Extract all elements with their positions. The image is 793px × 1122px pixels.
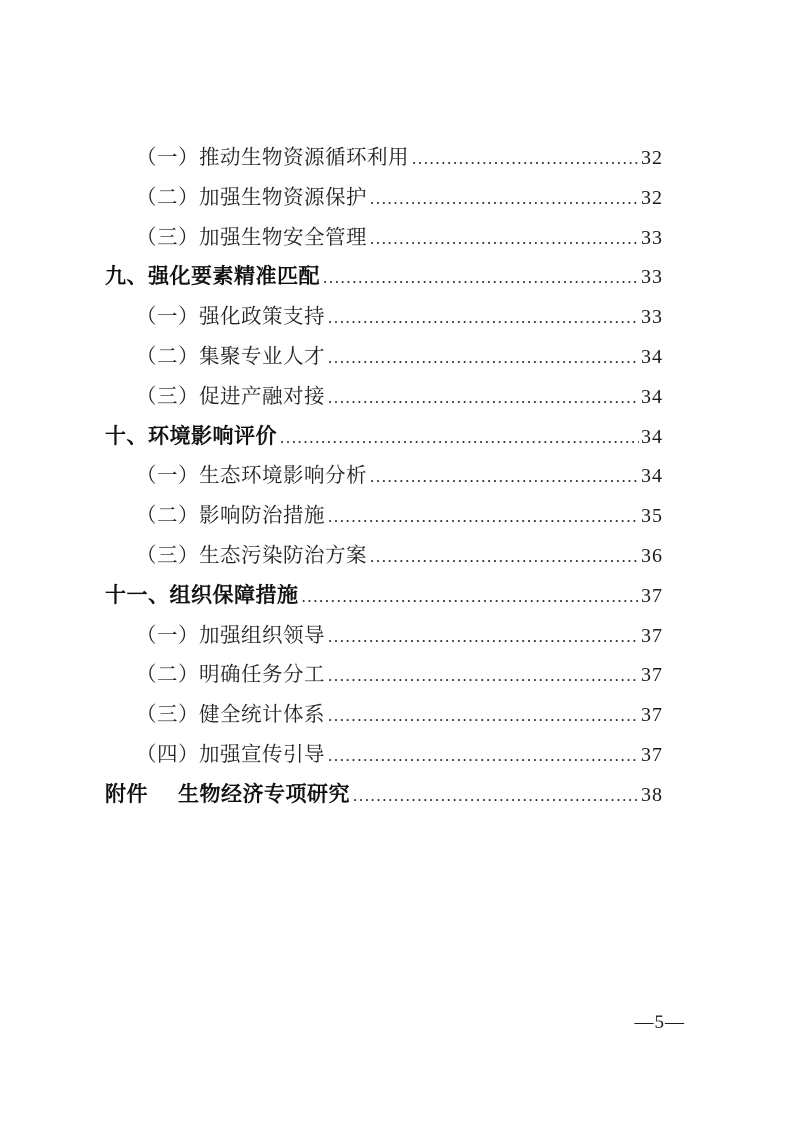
toc-entry xyxy=(105,536,663,576)
toc-entry-label: （三）促进产融对接 xyxy=(136,383,325,408)
toc-entry-label: （二）加强生物资源保护 xyxy=(136,184,367,209)
toc-entry-page: 36 xyxy=(641,544,663,567)
toc-entry-label: （三）加强生物安全管理 xyxy=(136,224,367,249)
toc-entry-page: 37 xyxy=(641,584,663,607)
toc-dot-leader xyxy=(302,577,640,617)
toc-entry-page: 32 xyxy=(641,186,663,209)
toc-entry-label: 十、环境影响评价 xyxy=(105,424,277,448)
toc-entry-page: 37 xyxy=(641,704,663,727)
toc-entry xyxy=(105,695,663,735)
toc-dot-leader xyxy=(328,617,639,657)
toc-dot-leader xyxy=(328,656,639,696)
toc-entry-label: （三）健全统计体系 xyxy=(136,702,325,727)
toc-entry xyxy=(105,616,663,656)
toc-entry-sublabel: 生物经济专项研究 xyxy=(178,782,350,806)
toc-dot-leader xyxy=(412,139,639,179)
toc-entry xyxy=(105,456,663,496)
toc-entry-label: （二）影响防治措施 xyxy=(136,503,325,528)
toc-entry-page: 33 xyxy=(641,306,663,329)
toc-entry xyxy=(105,138,663,178)
toc-entry xyxy=(105,178,663,218)
toc-entry xyxy=(105,218,663,258)
toc-dot-leader xyxy=(370,537,639,577)
toc-entry xyxy=(105,337,663,377)
toc-entry-label: （三）生态污染防治方案 xyxy=(136,542,367,567)
toc-dot-leader xyxy=(328,298,639,338)
toc xyxy=(105,138,663,815)
toc-entry xyxy=(105,655,663,695)
toc-entry-label: （一）推动生物资源循环利用 xyxy=(136,145,409,169)
toc-entry-page: 37 xyxy=(641,624,663,647)
toc-entry-page: 38 xyxy=(641,783,663,806)
toc-entry-page: 34 xyxy=(641,385,663,408)
toc-entry-label: 附件 xyxy=(105,782,148,806)
toc-entry-label: （一）加强组织领导 xyxy=(136,622,325,647)
toc-dot-leader xyxy=(370,179,639,219)
toc-entry-page: 37 xyxy=(641,664,663,687)
toc-entry xyxy=(105,257,663,297)
toc-entry xyxy=(105,496,663,536)
toc-entry-page: 34 xyxy=(641,465,663,488)
toc-entry xyxy=(105,377,663,417)
toc-entry-label: （二）集聚专业人才 xyxy=(136,343,325,368)
toc-entry xyxy=(105,297,663,337)
toc-dot-leader xyxy=(370,457,639,497)
toc-entry xyxy=(105,775,663,815)
toc-entry xyxy=(105,576,663,616)
toc-dot-leader xyxy=(353,776,639,816)
toc-entry-page: 33 xyxy=(641,226,663,249)
toc-entry-page: 35 xyxy=(641,505,663,528)
toc-entry-label: （四）加强宣传引导 xyxy=(136,741,325,766)
toc-dot-leader xyxy=(328,736,639,776)
toc-dot-leader xyxy=(328,338,639,378)
toc-entry-page: 33 xyxy=(641,266,663,289)
toc-entry-label: 九、强化要素精准匹配 xyxy=(105,265,320,289)
toc-entry xyxy=(105,417,663,457)
toc-entry-label: （一）强化政策支持 xyxy=(136,304,325,329)
toc-entry-page: 32 xyxy=(641,147,663,169)
toc-dot-leader xyxy=(370,219,639,259)
toc-entry-page: 37 xyxy=(641,743,663,766)
toc-dot-leader xyxy=(280,418,639,458)
toc-dot-leader xyxy=(328,497,639,537)
toc-entry-page: 34 xyxy=(641,425,663,448)
toc-dot-leader xyxy=(323,258,639,298)
toc-dot-leader xyxy=(328,378,639,418)
footer-page-number: —5— xyxy=(634,1012,685,1033)
toc-entry xyxy=(105,735,663,775)
toc-entry-label: （二）明确任务分工 xyxy=(136,662,325,687)
toc-dot-leader xyxy=(328,696,639,736)
toc-entry-page: 34 xyxy=(641,345,663,368)
toc-entry-label: 十一、组织保障措施 xyxy=(105,583,299,607)
toc-entry-label: （一）生态环境影响分析 xyxy=(136,463,367,488)
